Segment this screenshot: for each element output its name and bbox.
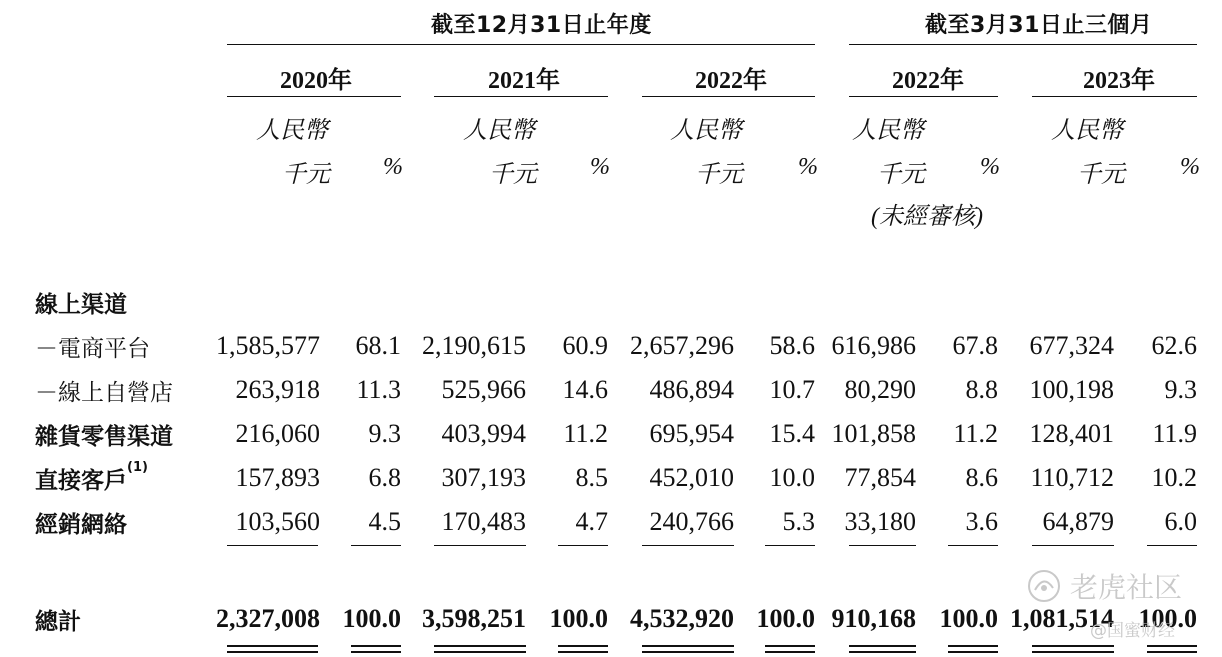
cell-value: 452,010 (649, 463, 734, 492)
year-underline-q2022 (849, 96, 998, 97)
cell-percent: 8.5 (575, 463, 608, 492)
cell-value: 64,879 (1042, 507, 1114, 536)
cell-value: 110,712 (1030, 463, 1114, 492)
cell-value: 216,060 (235, 419, 320, 448)
row-label-online-channels: 線上渠道 (35, 292, 127, 318)
total-value: 3,598,251 (422, 604, 526, 633)
cell-value: 100,198 (1029, 375, 1114, 404)
cell-value: 240,766 (649, 507, 734, 536)
cell-percent: 10.7 (769, 375, 815, 404)
unit-currency: 人民幣 (1051, 118, 1123, 144)
year-header-2022: 2022年 (695, 68, 767, 94)
cell-value: 486,894 (649, 375, 734, 404)
double-rule-top (434, 645, 526, 647)
cell-value: 128,401 (1029, 419, 1114, 448)
cell-percent: 6.8 (368, 463, 401, 492)
double-rule-top (558, 645, 608, 647)
cell-percent: 9.3 (368, 419, 401, 448)
unit-thousand: 千元 (1077, 162, 1125, 188)
cell-percent: 60.9 (562, 331, 608, 360)
cell-value: 80,290 (844, 375, 916, 404)
cell-percent: 8.8 (965, 375, 998, 404)
subtotal-rule (849, 545, 916, 546)
subtotal-rule (434, 545, 526, 546)
watermark-brand: 老虎社区 (1070, 571, 1183, 604)
unit-percent: % (798, 154, 818, 180)
group-underline-fy (227, 44, 815, 45)
group-underline-q (849, 44, 1197, 45)
double-rule-bottom (558, 651, 608, 653)
subtotal-rule (765, 545, 815, 546)
subtotal-rule (642, 545, 734, 546)
cell-percent: 62.6 (1151, 331, 1197, 360)
double-rule-bottom (765, 651, 815, 653)
cell-value: 677,324 (1029, 331, 1114, 360)
double-rule-top (1032, 645, 1114, 647)
double-rule-bottom (227, 651, 318, 653)
unit-thousand: 千元 (282, 162, 330, 188)
row-label-distribution-network: 經銷網絡 (35, 512, 127, 538)
cell-percent: 10.0 (769, 463, 815, 492)
double-rule-bottom (849, 651, 916, 653)
double-rule-bottom (351, 651, 401, 653)
year-header-2020: 2020年 (280, 68, 352, 94)
unit-thousand: 千元 (877, 162, 925, 188)
double-rule-top (849, 645, 916, 647)
total-value: 4,532,920 (630, 604, 734, 633)
cell-value: 525,966 (441, 375, 526, 404)
cell-percent: 9.3 (1164, 375, 1197, 404)
double-rule-bottom (1032, 651, 1114, 653)
subtotal-rule (351, 545, 401, 546)
double-rule-top (765, 645, 815, 647)
unaudited-note: (未經審核) (871, 204, 983, 230)
year-header-q2022: 2022年 (892, 68, 964, 94)
year-underline-q2023 (1032, 96, 1197, 97)
cell-percent: 11.9 (1152, 419, 1197, 448)
row-label-grocery-retail-channels: 雜貨零售渠道 (35, 424, 173, 450)
fiscal-year-group-header: 截至12月31日止年度 (431, 13, 652, 38)
unit-currency: 人民幣 (463, 118, 535, 144)
total-value: 1,081,514 (1010, 604, 1114, 633)
unit-thousand: 千元 (695, 162, 743, 188)
row-label-ecommerce-platforms: －電商平台 (35, 336, 150, 362)
row-label-direct-customers: 直接客戶$^{(1)}$ (35, 460, 148, 494)
cell-percent: 58.6 (769, 331, 815, 360)
cell-percent: 5.3 (782, 507, 815, 536)
cell-value: 263,918 (235, 375, 320, 404)
quarter-group-header: 截至3月31日止三個月 (925, 13, 1153, 38)
total-percent: 100.0 (549, 604, 608, 633)
footnote-marker: (1) (127, 460, 148, 475)
cell-value: 77,854 (844, 463, 916, 492)
tiger-logo-icon (1026, 568, 1062, 604)
cell-percent: 4.5 (368, 507, 401, 536)
unit-percent: % (590, 154, 610, 180)
cell-value: 2,190,615 (422, 331, 526, 360)
double-rule-bottom (434, 651, 526, 653)
unit-percent: % (1180, 154, 1200, 180)
double-rule-top (227, 645, 318, 647)
double-rule-top (642, 645, 734, 647)
cell-percent: 68.1 (355, 331, 401, 360)
subtotal-rule (1147, 545, 1197, 546)
cell-value: 157,893 (235, 463, 320, 492)
unit-thousand: 千元 (489, 162, 537, 188)
cell-value: 307,193 (441, 463, 526, 492)
total-percent: 100.0 (939, 604, 998, 633)
year-underline-2022 (642, 96, 815, 97)
subtotal-rule (227, 545, 318, 546)
year-header-q2023: 2023年 (1083, 68, 1155, 94)
double-rule-bottom (948, 651, 998, 653)
cell-value: 403,994 (441, 419, 526, 448)
cell-value: 616,986 (831, 331, 916, 360)
subtotal-rule (948, 545, 998, 546)
cell-percent: 4.7 (575, 507, 608, 536)
cell-value: 33,180 (844, 507, 916, 536)
total-percent: 100.0 (1138, 604, 1197, 633)
total-percent: 100.0 (342, 604, 401, 633)
cell-percent: 8.6 (965, 463, 998, 492)
cell-percent: 3.6 (965, 507, 998, 536)
double-rule-top (1147, 645, 1197, 647)
cell-percent: 11.2 (563, 419, 608, 448)
row-label-total: 總計 (35, 609, 81, 635)
unit-percent: % (980, 154, 1000, 180)
cell-value: 695,954 (649, 419, 734, 448)
cell-percent: 11.3 (356, 375, 401, 404)
double-rule-bottom (642, 651, 734, 653)
double-rule-bottom (1147, 651, 1197, 653)
unit-currency: 人民幣 (852, 118, 924, 144)
cell-percent: 15.4 (769, 419, 815, 448)
subtotal-rule (558, 545, 608, 546)
watermark-account: @国蜜财经 (1090, 621, 1175, 641)
cell-value: 101,858 (831, 419, 916, 448)
cell-percent: 14.6 (562, 375, 608, 404)
total-value: 2,327,008 (216, 604, 320, 633)
cell-percent: 6.0 (1164, 507, 1197, 536)
cell-value: 170,483 (441, 507, 526, 536)
year-underline-2021 (434, 96, 608, 97)
cell-percent: 67.8 (952, 331, 998, 360)
row-label-online-self-operated-stores: －線上自營店 (35, 380, 173, 406)
unit-currency: 人民幣 (256, 118, 328, 144)
year-underline-2020 (227, 96, 401, 97)
cell-percent: 11.2 (953, 419, 998, 448)
unit-currency: 人民幣 (670, 118, 742, 144)
total-percent: 100.0 (756, 604, 815, 633)
cell-value: 1,585,577 (216, 331, 320, 360)
cell-percent: 10.2 (1151, 463, 1197, 492)
cell-value: 103,560 (235, 507, 320, 536)
double-rule-top (948, 645, 998, 647)
double-rule-top (351, 645, 401, 647)
subtotal-rule (1032, 545, 1114, 546)
unit-percent: % (383, 154, 403, 180)
cell-value: 2,657,296 (630, 331, 734, 360)
total-value: 910,168 (831, 604, 916, 633)
year-header-2021: 2021年 (488, 68, 560, 94)
